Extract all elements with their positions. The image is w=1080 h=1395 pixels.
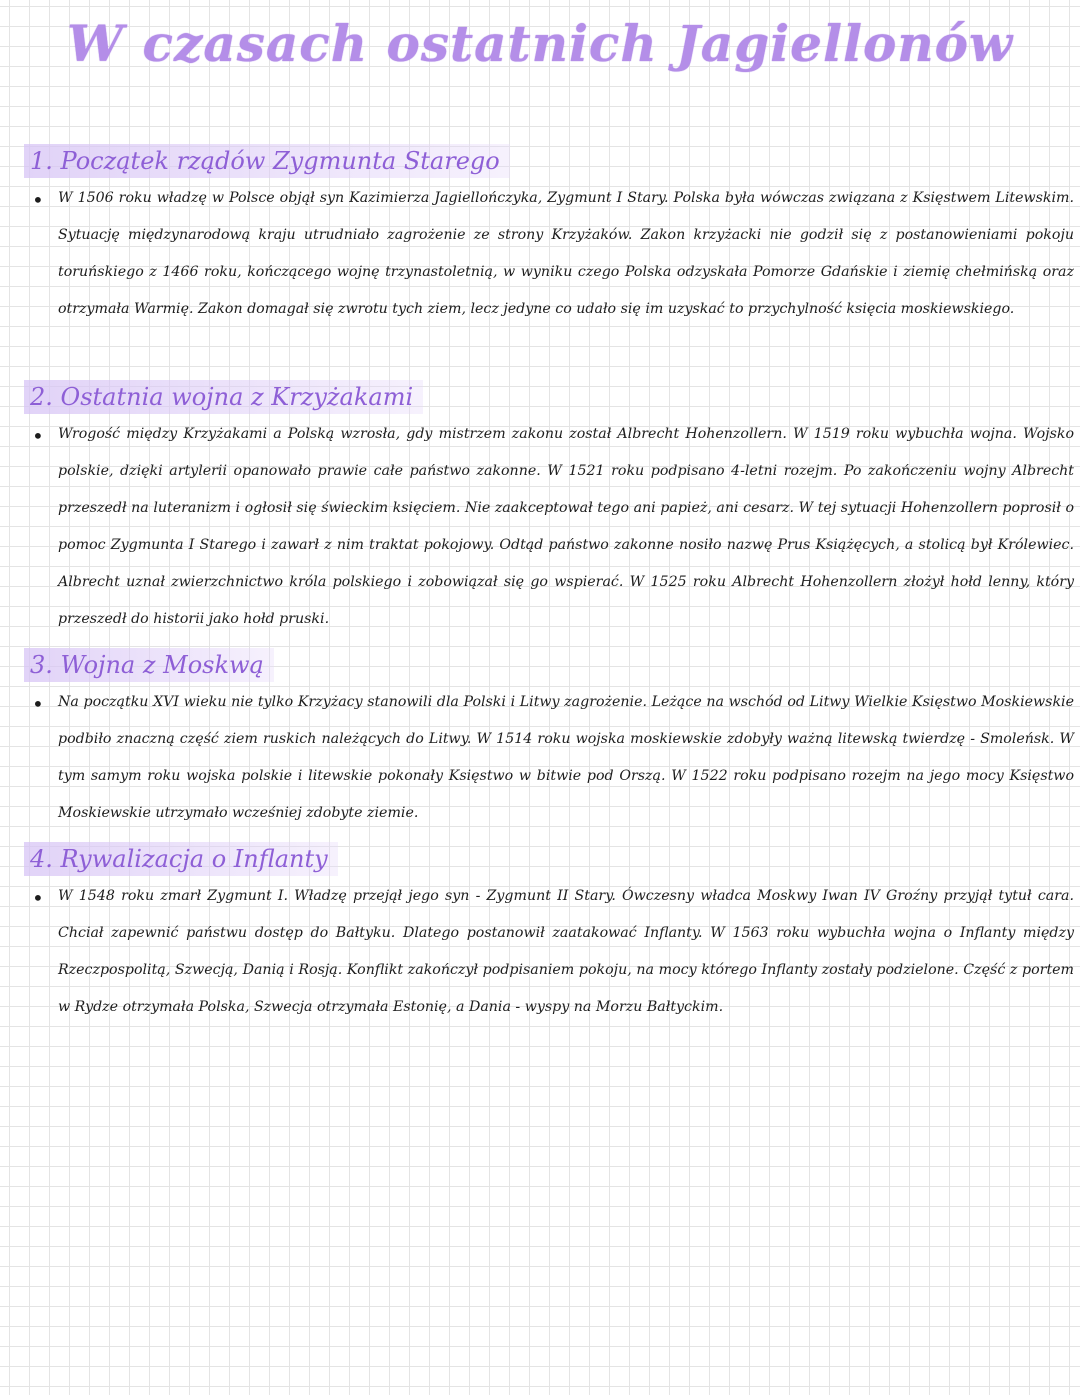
section-heading: 2. Ostatnia wojna z Krzyżakami	[24, 380, 423, 414]
section-heading: 4. Rywalizacja o Inflanty	[24, 842, 338, 876]
section-last-war-with-teutonic-order	[24, 380, 1074, 638]
paragraph-text: W 1548 roku zmarł Zygmunt I. Władzę przejął jego syn - Zygmunt II Stary. Ówczesny władca Moskwy Iwan IV Groźny przyjął tytuł cara. Chciał zapewnić państwu dostęp do Bałtyku. Dlatego postanowił zaatakować Inflanty. W 1563 roku wybuchła wojna o Inflanty między Rzeczpospolitą, Szwecją, Danią i Rosją. Konflikt zakończył podpisaniem pokoju, na mocy którego Inflanty zostały podzielone. Część z portem w Rydze otrzymała Polska, Szwecja otrzymała Estonię, a Dania - wyspy na Morzu Bałtyckim.	[58, 888, 1074, 1015]
section-heading: 3. Wojna z Moskwą	[24, 648, 274, 682]
bullet-icon: •	[32, 424, 44, 448]
page-title: W czasach ostatnich Jagiellonów	[66, 14, 1014, 73]
bullet-paragraph	[24, 416, 1074, 638]
paragraph-text: Na początku XVI wieku nie tylko Krzyżacy stanowili dla Polski i Litwy zagrożenie. Leżące na wschód od Litwy Wielkie Księstwo Moskiewskie podbiło znaczną część ziem ruskich należących do Litwy. W 1514 roku wojska moskiewskie zdobyły ważną litewską twierdzę - Smoleńsk. W tym samym roku wojska polskie i litewskie pokonały Księstwo w bitwie pod Orszą. W 1522 roku podpisano rozejm na jego mocy Księstwo Moskiewskie utrzymało wcześniej zdobyte ziemie.	[58, 694, 1074, 821]
paragraph-text: W 1506 roku władzę w Polsce objął syn Kazimierza Jagiellończyka, Zygmunt I Stary. Polska była wówczas związana z Księstwem Litewskim. Sytuację międzynarodową kraju utrudniało zagrożenie ze strony Krzyżaków. Zakon krzyżacki nie godził się z postanowieniami pokoju toruńskiego z 1466 roku, kończącego wojnę trzynastoletnią, w wyniku czego Polska odzyskała Pomorze Gdańskie i ziemię chełmińską oraz otrzymała Warmię. Zakon domagał się zwrotu tych ziem, lecz jedyne co udało się im uzyskać to przychylność księcia moskiewskiego.	[58, 190, 1074, 317]
paragraph-text: Wrogość między Krzyżakami a Polską wzrosła, gdy mistrzem zakonu został Albrecht Hohenzollern. W 1519 roku wybuchła wojna. Wojsko polskie, dzięki artylerii opanowało prawie całe państwo zakonne. W 1521 roku podpisano 4-letni rozejm. Po zakończeniu wojny Albrecht przeszedł na luteranizm i ogłosił się świeckim księciem. Nie zaakceptował tego ani papież, ani cesarz. W tej sytuacji Hohenzollern poprosił o pomoc Zygmunta I Starego i zawarł z nim traktat pokojowy. Odtąd państwo zakonne nosiło nazwę Prus Książęcych, a stolicą był Królewiec. Albrecht uznał zwierzchnictwo króla polskiego i zobowiązał się go wspierać. W 1525 roku Albrecht Hohenzollern złożył hołd lenny, który przeszedł do historii jako hołd pruski.	[58, 426, 1074, 627]
section-heading: 1. Początek rządów Zygmunta Starego	[24, 144, 510, 178]
bullet-paragraph	[24, 684, 1074, 832]
bullet-paragraph	[24, 180, 1074, 328]
bullet-icon: •	[32, 692, 44, 716]
bullet-paragraph	[24, 878, 1074, 1026]
section-war-with-moscow	[24, 648, 1074, 832]
bullet-icon: •	[32, 188, 44, 212]
section-beginning-of-reign	[24, 144, 1074, 328]
section-rivalry-for-livonia	[24, 842, 1074, 1026]
bullet-icon: •	[32, 886, 44, 910]
